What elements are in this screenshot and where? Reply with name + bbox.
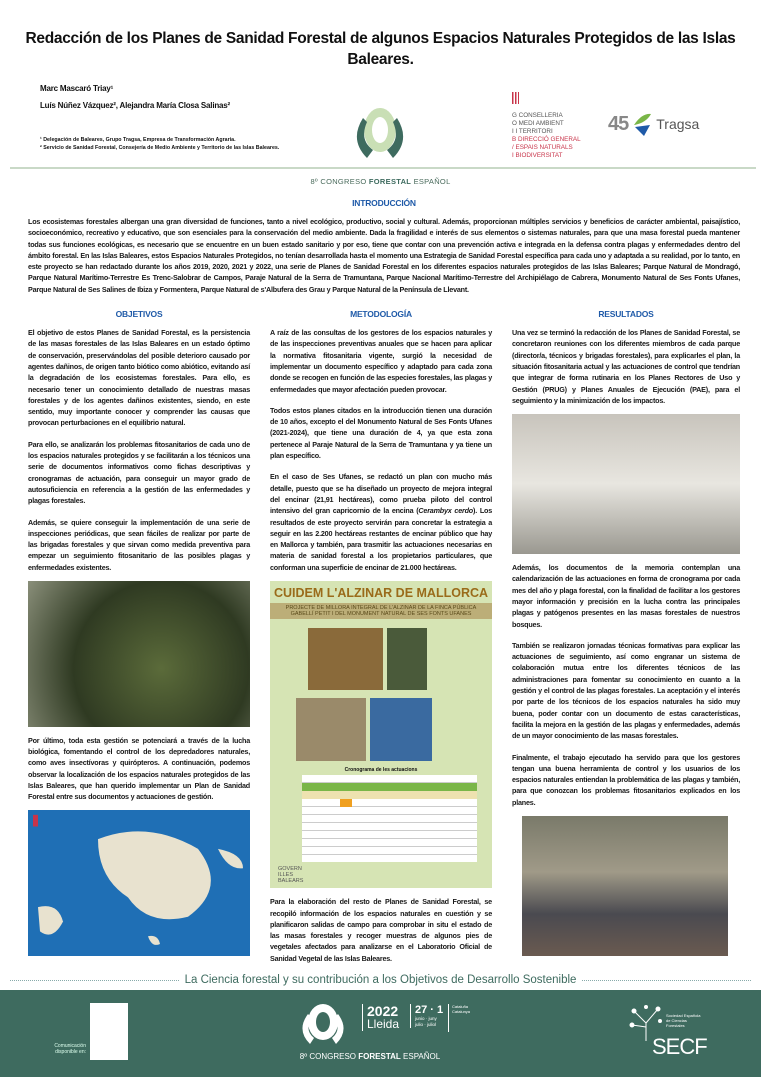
objetivos-paragraph-3: Además, se quiere conseguir la implementación de una serie de inspecciones periódicas, que sean fáciles de realizar por parte de las brigadas forestales y que sirvan como medida preventiva para empezar un seguimiento fitosanitario de las posibles plagas y enfermedades existentes. [28,517,250,572]
secf-full-name: Sociedad Española de Ciencias Forestales [666,1013,701,1028]
inset-title: CUIDEM L'ALZINAR DE MALLORCA [273,586,489,601]
metodologia-column [270,309,492,964]
objetivos-column [28,309,250,964]
secf-logo-text: SECF [652,1034,707,1059]
schedule-title: Cronograma de les actuacions [344,766,418,773]
forest-technician-photo [28,581,250,727]
region: Cataluña Catalunya [448,1004,468,1032]
govern-logo: GOVERN ILLES BALEARS [278,866,304,885]
footer-tagline [10,974,751,986]
year: 2022 [367,1003,399,1019]
metodologia-heading: METODOLOGÍA [350,309,412,320]
congress-tree-logo [345,100,415,170]
resultados-paragraph-4: Finalmente, el trabajo ejecutado ha servido para que los gestores tengan una buena herramienta de control y los usuarios de los espacios naturales entiendan la problemática de las plagas y también, para que conozcan los problemas fitosanitarios explicados en los planes. [512,752,740,807]
congress-dates [410,1004,444,1028]
goib-line: B DIRECCIÓ GENERAL [512,136,581,143]
columns [28,309,740,964]
congress-year-city [362,1004,399,1031]
city: Lleida [367,1017,400,1031]
resultados-paragraph-3: También se realizaron jornadas técnicas formativas para explicar las actuaciones de seguimiento, así como engranar un sistema de colaboración mutua entre los diferentes técnicos de las administraciones para fomentar su conocimiento en cuanto a la gestión y el control de las plagas forestales. La aceptación y el interés por parte de los técnicos de los espacios naturales ha sido muy buena, poder contar con un documento de estas características, facilita la mejora en la gestión de las plagas y enfermedades, además de un mayor conocimiento de las masas forestales. [512,640,740,741]
months: junio · juny julio · juliol [415,1016,437,1027]
schedule-bar [340,799,352,807]
species-name: Cerambyx cerdo [418,506,473,516]
inset-subtitle: PROJECTE DE MILLORA INTEGRAL DE L'ALZINAR DE LA FINCA PÚBLICA GABELLÍ PETIT I DEL MONUMENT NATURAL DE SES FONTS UFANES [270,603,492,619]
goib-line: G CONSELLERIA [512,112,563,119]
schedule-table [302,775,477,862]
objetivos-paragraph-1: El objetivo de estos Planes de Sanidad Forestal, es la persistencia de las masas forestales de las Islas Baleares en un estado óptimo de conservación, preservándolas del posible deterioro causado por agentes dañinos, de origen tanto biótico como abiótico, evitando así la degradación de los ecosistemas forestales. Para ello, es necesario tener un conocimiento detallado de nuestras masas forestales y de los agentes dañinos existentes, siendo, en este sentido, muy importante conocer y comprender las causas que provocan perturbaciones en el equilibrio natural. [28,328,250,428]
dotted-divider [10,980,179,981]
metodologia-paragraph-2: Todos estos planes citados en la introducción tienen una duración de 10 años, excepto el del Monumento Natural de Ses Fonts Ufanes (2021-2024), que tiene una duración de 4, ya que esta zona pertenece al Paraje Natural de la Serra de Tramuntana y ya tiene un plan específico. [270,405,492,461]
poster-body [28,198,740,964]
affiliation-2: ² Servicio de Sanidad Forestal, Consejería de Medio Ambiente y Territorio de las Islas Baleares. [40,145,280,151]
stump-photo [308,628,383,690]
tragsa-leaf-icon [632,111,652,137]
balearic-flag-icon [512,92,519,104]
comunicacion-label: Comunicación disponible en: [54,1043,86,1055]
congress-suffix: ESPAÑOL [413,177,451,186]
dates: 27 · 1 [415,1004,444,1016]
metodologia-paragraph-1: A raíz de las consultas de los gestores de los espacios naturales y de las inspecciones preventivas anuales que se hacen para aplicar la normativa fitosanitaria vigente, surgió la necesidad de implementar un documento específico y adaptado para cada zona donde se recogen en función de las especies forestales, las plagas y enfermedades que mayor afectación pueden provocar. [270,328,492,394]
trap-photo [370,698,432,760]
resultados-paragraph-2: Además, los documentos de la memoria contemplan una calendarización de las actuaciones en forma de cronograma por cada mes del año y plaga forestal, con la finalidad de facilitar a los gestores mayor información y precisión en la lucha contra las principales plagas y patógenos presentes en las masas forestales de nuestros bosques. [512,563,740,629]
congress-footer-logo [292,1000,354,1048]
congress-prefix: 8º CONGRESO [310,177,367,186]
congress-bold: FORESTAL [358,1052,401,1061]
goib-line: I I TERRITORI [512,128,553,135]
tagline-text: La Ciencia forestal y su contribución a los Objetivos de Desarrollo Sostenible [184,974,577,986]
author-line-1: Marc Mascaró Triay¹ [40,84,114,93]
islands-map-shapes [28,810,250,956]
text: ). Los resultados de este proyecto servirán para concretar la estrategia a seguir en las 2.200 hectáreas restantes de encinar público que hay en Mallorca y también, para trasmitir las actuaciones necesarias en materia de sanidad forestal a los propietarios particulares, que conforman una superficie de encinar de 21.000 hectáreas. [270,506,493,572]
intro-text: Los ecosistemas forestales albergan una gran diversidad de funciones, tanto a nivel ecológico, productivo, social y cultural. Además, proporcionan múltiples servicios y beneficios de carácter ambiental, paisajístico, socioeconómico, recreativo y educativo, que son esenciales para la conservación del medio ambiente. Dada la fragilidad e interés de sus elementos o sistemas naturales, para que una masa forestal pueda mantener todas sus funciones ecológicas, es necesario que se encuentre en un buen estado sanitario y por eso, tiene que contar con una prevención activa e integrada en la defensa contra plagas y enfermedades dentro del ámbito forestal. En las Islas Baleares, estos Espacios Naturales Protegidos, no tenían desarrollada hasta el momento una Estrategia de Sanidad Forestal específica para cada uno y adaptada a su realidad, por lo tanto, en este proyecto se han redactado durante los años 2019, 2020, 2021 y 2022, una serie de Planes de Sanidad Forestal en los diferentes espacios naturales protegidos de las Islas Baleares; Parque Natural de Mondragó, Parque Natural Marítimo-Terrestre Es Trenc-Salobrar de Campos, Paraje Natural de la Serra de Tramuntana, Parque Nacional Marítimo-Terrestre del Archipiélago de Cabrera, Monumento Natural de Ses Fonts Ufanes, Parque Natural de Ses Salines de Ibiza y Formentera, Parque Natural de s'Albufera des Grau y Parque Natural de la Península de Llevant. [28,217,740,294]
resultados-paragraph-1: Una vez se terminó la redacción de los Planes de Sanidad Forestal, se concretaron reuniones con los diferentes miembros de cada parque (director/a, técnicos y brigadas forestales), para explicarles el plan, la situación fitosanitaria actual y las actuaciones de control que tendrían que integrar de forma rutinaria en los Planes Rectores de Uso y Gestión (PRUG) y Planes Anuales de Ejecución (PAE), para el seguimiento y la minimización de los impactos. [512,328,740,405]
dotted-divider [582,980,751,981]
inset-poster [270,581,492,888]
meeting-room-photo [512,414,740,554]
objetivos-paragraph-4: Por último, toda esta gestión se potenciará a través de la lucha biológica, fomentando el control de los depredadores naturales, como aves insectívoras y quirópteros. A continuación, podemos observar la localización de los espacios naturales protegidos de las Islas Baleares, que han querido implementar un Plan de Sanidad Forestal entre sus documentos y actuaciones de gestión. [28,735,250,802]
text: En el caso de Ses Ufanes, se redactó un plan con mucho más detalle, puesto que se ha diseñado un proyecto de mejora integral del encinar (21,91 hectáreas), como prueba piloto del control intensivo del gran capricornio de la encina ( [270,472,492,516]
tragsa-45: 45 [608,112,629,135]
goib-line: O MEDI AMBIENT [512,120,564,127]
qr-code-placeholder[interactable] [90,1003,128,1060]
intro-heading: INTRODUCCIÓN [352,198,416,208]
inset-photos-row-1 [308,628,492,690]
resultados-column [512,309,740,964]
schedule-bar [302,783,477,791]
metodologia-paragraph-4: Para la elaboración del resto de Planes de Sanidad Forestal, se recopiló información de los espacios naturales en cuestión y se planificaron salidas de campo para comprobar in situ el estado de las masas forestales y recoger muestras de algunos pies de vegetales afectados para analizarse en el Laboratorio Oficial de Sanidad Vegetal de las Islas Baleares. [270,897,492,963]
congress-prefix: 8º CONGRESO [299,1052,357,1061]
balearic-islands-map [28,810,250,956]
congress-suffix: ESPAÑOL [403,1052,441,1061]
objetivos-heading: OBJETIVOS [115,309,163,320]
schedule-bar [302,791,477,799]
author-line-2: Luís Núñez Vázquez², Alejandra María Closa Salinas² [40,101,230,110]
resultados-heading: RESULTADOS [598,309,654,320]
objetivos-paragraph-2: Para ello, se analizarán los problemas fitosanitarios de cada uno de los espacios naturales protegidos y se facilitarán a los técnicos una serie de documentos informativos como fichas descriptivas y cronogramas de actuación, para conseguir un mayor grado de autosuficiencia en referencia a la gestión de las enfermedades y plagas forestales. [28,439,250,506]
affiliation-1: ¹ Delegación de Baleares, Grupo Tragsa, Empresa de Transformación Agraria. [40,137,236,143]
metodologia-paragraph-3 [270,471,492,573]
inset-photos-row-2 [296,698,492,760]
trunk-photo [296,698,366,760]
congress-bold: FORESTAL [368,177,412,186]
goib-line: / ESPAIS NATURALS [512,144,573,151]
tragsa-name: Tragsa [656,116,700,132]
bark-photo [387,628,427,690]
poster-title: Redacción de los Planes de Sanidad Forestal de algunos Espacios Naturales Protegidos de las Islas Baleares. [25,30,736,68]
field-visit-group-photo [522,816,728,956]
goib-logo [512,92,602,160]
tragsa-logo [608,110,703,138]
congress-footer-name [270,1052,470,1061]
goib-line: I BIODIVERSITAT [512,152,563,159]
congress-name [250,177,511,186]
